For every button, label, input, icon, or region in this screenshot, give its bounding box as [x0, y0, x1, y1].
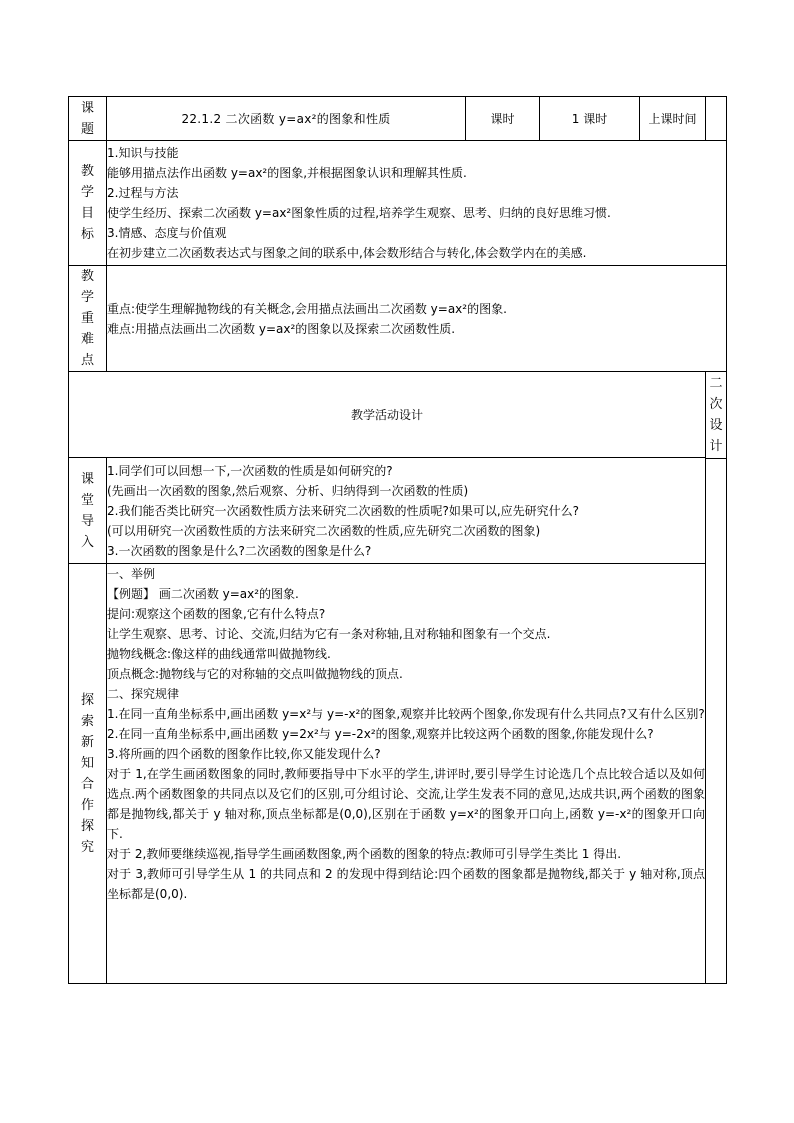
- explore-paragraph: 2.在同一直角坐标系中,画出函数 y=2x²与 y=-2x²的图象,观察并比较这两个函数的图象,你能发现什么?: [107, 727, 654, 741]
- period-label: 课时: [466, 97, 540, 141]
- goal-line: 能够用描点法作出函数 y=ax²的图象,并根据图象认识和理解其性质.: [107, 166, 467, 180]
- explore-line: 【例题】 画二次函数 y=ax²的图象.: [107, 587, 299, 601]
- activity-title: 教学活动设计: [69, 372, 706, 458]
- explore-line: 抛物线概念:像这样的曲线通常叫做抛物线.: [107, 647, 331, 661]
- goal-line: 2.过程与方法: [107, 186, 179, 200]
- intro-line: 1.同学们可以回想一下,一次函数的性质是如何研究的?: [107, 463, 393, 478]
- explore-line: 顶点概念:抛物线与它的对称轴的交点叫做抛物线的顶点.: [107, 667, 403, 681]
- goals-label: 教 学 目 标: [69, 141, 107, 266]
- explore-label: 探 索 新 知 合 作 探 究: [69, 564, 107, 984]
- lesson-title: 22.1.2 二次函数 y=ax²的图象和性质: [107, 97, 466, 141]
- keypoints-label: 教 学 重 难 点: [69, 266, 107, 372]
- explore-paragraph: 1.在同一直角坐标系中,画出函数 y=x²与 y=-x²的图象,观察并比较两个图象,你发现有什么共同点?又有什么区别?: [107, 707, 705, 721]
- class-time-value: [706, 97, 727, 141]
- intro-row: [69, 458, 727, 564]
- goal-line: 1.知识与技能: [107, 146, 179, 160]
- second-design-label: 二 次 设 计: [706, 372, 726, 459]
- second-design-column: [706, 372, 727, 984]
- explore-line: 二、探究规律: [107, 687, 180, 701]
- activity-header-row: [69, 372, 727, 458]
- intro-line: 3.一次函数的图象是什么?二次函数的图象是什么?: [107, 543, 372, 558]
- goals-row: [69, 141, 727, 266]
- explore-line: 提问:观察这个函数的图象,它有什么特点?: [107, 607, 326, 621]
- goal-line: 3.情感、态度与价值观: [107, 226, 227, 240]
- goals-content: [107, 141, 727, 266]
- keypoints-row: [69, 266, 727, 372]
- keypoint-line: 重点:使学生理解抛物线的有关概念,会用描点法画出二次函数 y=ax²的图象.: [107, 301, 507, 316]
- class-time-label: 上课时间: [640, 97, 706, 141]
- intro-line: 2.我们能否类比研究一次函数性质方法来研究二次函数的性质呢?如果可以,应先研究什么?: [107, 503, 580, 518]
- goal-line: 在初步建立二次函数表达式与图象之间的联系中,体会数形结合与转化,体会数学内在的美感.: [107, 246, 587, 260]
- intro-content: [107, 458, 706, 564]
- intro-line: (先画出一次函数的图象,然后观察、分析、归纳得到一次函数的性质): [107, 483, 469, 498]
- header-row: [69, 97, 727, 141]
- keypoint-line: 难点:用描点法画出二次函数 y=ax²的图象以及探索二次函数性质.: [107, 321, 456, 336]
- lesson-plan-table: [68, 96, 727, 984]
- intro-label: 课 堂 导 入: [69, 458, 107, 564]
- explore-line: 让学生观察、思考、讨论、交流,归结为它有一条对称轴,且对称轴和图象有一个交点.: [107, 627, 551, 641]
- explore-paragraph: 对于 3,教师可引导学生从 1 的共同点和 2 的发现中得到结论:四个函数的图象都是抛物线,都关于 y 轴对称,顶点坐标都是(0,0).: [107, 867, 706, 901]
- topic-label: 课 题: [69, 97, 107, 141]
- explore-paragraph: 3.将所画的四个函数的图象作比较,你又能发现什么?: [107, 747, 381, 761]
- explore-paragraph: 对于 2,教师要继续巡视,指导学生画函数图象,两个函数的图象的特点:教师可引导学生类比 1 得出.: [107, 847, 622, 861]
- period-value: 1 课时: [540, 97, 640, 141]
- goal-line: 使学生经历、探索二次函数 y=ax²图象性质的过程,培养学生观察、思考、归纳的良好思维习惯.: [107, 206, 611, 220]
- explore-line: 一、举例: [107, 567, 156, 581]
- explore-row: [69, 564, 727, 984]
- intro-line: (可以用研究一次函数性质的方法来研究二次函数的性质,应先研究二次函数的图象): [107, 523, 541, 538]
- explore-content: [107, 564, 706, 984]
- explore-paragraph: 对于 1,在学生画函数图象的同时,教师要指导中下水平的学生,讲评时,要引导学生讨论选几个点比较合适以及如何选点.两个函数图象的共同点以及它们的区别,可分组讨论、交流,让学生发表不同的意见,达成共识,两个函数的图象都是抛物线,都关于 y 轴对称,顶点坐标都是(0,0),区别在于函数 y=x²的图象开口向上,函数 y=-x²的图象开口向下.: [107, 767, 706, 841]
- keypoints-content: [107, 266, 727, 372]
